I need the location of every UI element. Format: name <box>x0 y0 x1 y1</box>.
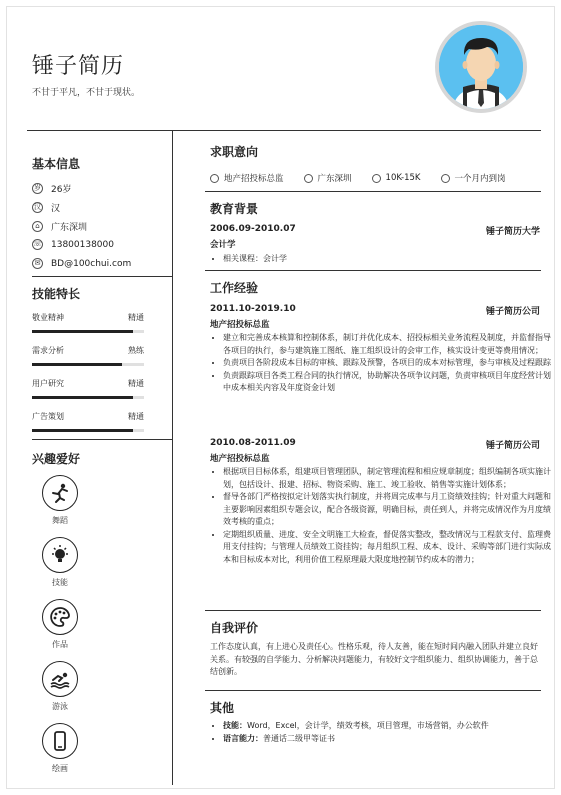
education-school: 锤子简历大学 <box>485 227 540 237</box>
hobby-item <box>37 661 83 712</box>
skill-name: 需求分析 <box>32 346 64 355</box>
hobby-item <box>37 599 83 650</box>
hobby-item <box>37 537 83 588</box>
other-text: 普通话二级甲等证书 <box>263 733 335 743</box>
hobby-item <box>37 723 83 774</box>
education-title: 教育背景 <box>210 202 259 216</box>
avatar <box>435 21 527 113</box>
objective-row <box>210 172 540 184</box>
resume-name: 锤子简历 <box>32 54 125 79</box>
divider <box>205 610 541 611</box>
skill-name: 广告策划 <box>32 412 64 421</box>
hobbies-title: 兴趣爱好 <box>32 452 81 466</box>
skill-item <box>32 378 144 399</box>
basic-info-title: 基本信息 <box>32 157 81 171</box>
divider <box>205 690 541 691</box>
job-header <box>210 438 540 451</box>
skill-item <box>32 312 144 333</box>
info-ethnicity: 汉 汉 <box>34 203 61 214</box>
skills-title: 技能特长 <box>32 287 81 301</box>
painting-icon <box>42 723 78 759</box>
education-header <box>210 224 540 237</box>
skill-level: 熟练 <box>128 346 144 355</box>
list-item <box>223 733 553 746</box>
list-item: • 负责跟踪项目各类工程合同的执行情况，协助解决各项争议问题，负责审核项目年度经营计划中成本相关内容及年度资金计划 <box>223 370 553 395</box>
city-icon <box>304 174 313 183</box>
list-item: • 相关课程：会计学 <box>223 253 553 266</box>
other-list <box>210 720 553 745</box>
job-position: 地产招投标总监 <box>210 454 270 464</box>
hobby-label: 技能 <box>52 578 68 587</box>
self-eval-title: 自我评价 <box>210 621 259 635</box>
skill-level: 精通 <box>128 412 144 421</box>
education-date: 2006.09-2010.07 <box>210 224 296 234</box>
skill-level: 精通 <box>128 313 144 322</box>
list-item <box>223 720 553 733</box>
divider <box>205 270 541 271</box>
experience-title: 工作经验 <box>210 281 259 295</box>
ethnicity-icon: 汉 <box>34 203 41 211</box>
location-icon: ⌂ <box>32 221 43 232</box>
job-bullets <box>210 466 553 566</box>
info-location: ⌂ 广东深圳 <box>32 220 87 233</box>
objective-time: 一个月内到岗 <box>441 172 506 184</box>
info-age: 岁 26岁 <box>34 184 72 195</box>
divider <box>32 439 172 440</box>
objective-position: 地产招投标总监 <box>210 172 284 184</box>
job-position: 地产招投标总监 <box>210 320 270 330</box>
skill-bar <box>32 363 144 366</box>
hobby-label: 游泳 <box>52 702 68 711</box>
job-header <box>210 304 540 317</box>
divider <box>32 276 172 277</box>
skill-icon <box>42 537 78 573</box>
left-column <box>27 130 173 785</box>
list-item: • 建立和完善成本核算和控制体系，制订并优化成本、招投标相关业务流程及制度，并监督指导各项目的执行，参与建筑施工图纸、施工组织设计的会审工作，核实设计变更等费用情况； <box>223 332 553 357</box>
skill-bar <box>32 429 144 432</box>
skill-item <box>32 411 144 432</box>
skill-name: 敬业精神 <box>32 313 64 322</box>
objective-title: 求职意向 <box>210 145 259 159</box>
job-company: 锤子简历公司 <box>485 441 540 451</box>
skill-bar <box>32 330 144 333</box>
skill-bar-fill <box>32 396 133 399</box>
job-date: 2011.10-2019.10 <box>210 304 296 314</box>
hobby-item <box>37 475 83 526</box>
phone-icon: ☏ <box>33 240 42 248</box>
education-list <box>210 253 553 266</box>
job-bullets <box>210 332 553 395</box>
other-label: 技能： <box>223 721 247 730</box>
other-title: 其他 <box>210 701 235 715</box>
salary-icon <box>372 174 381 183</box>
hobby-label: 舞蹈 <box>52 516 68 525</box>
job-company: 锤子简历公司 <box>485 307 540 317</box>
list-item: • 负责项目各阶段成本目标的审核、跟踪及预警，各项目的成本对标管理，参与审核及过程跟踪 <box>223 357 553 370</box>
swim-icon <box>42 661 78 697</box>
works-icon <box>42 599 78 635</box>
self-eval-text: 工作态度认真，有上进心及责任心。性格乐观，待人友善，能在短时间内融入团队并建立良好关系。有较强的自学能力、分析解决问题能力，有较好文字组织能力、组织协调能力，善于总结创新。 <box>210 642 538 676</box>
skill-level: 精通 <box>128 379 144 388</box>
resume-page <box>6 6 555 789</box>
skill-bar-fill <box>32 429 133 432</box>
time-icon <box>441 174 450 183</box>
age-icon: 岁 <box>34 184 41 192</box>
hobby-label: 绘画 <box>52 764 68 773</box>
skill-name: 用户研究 <box>32 379 64 388</box>
objective-salary: 10K-15K <box>372 173 421 183</box>
skill-bar <box>32 396 144 399</box>
list-item: • 定期组织质量、进度、安全文明施工大检查，督促落实整改，整改情况与工程款支付、监理费用支付挂钩；与管理人员绩效工资挂钩；每月组织工程、成本、设计、采购等部门进行实际成本和目标成本对比，利用价值工程原理最大限度地控制节约成本的潜力； <box>223 529 553 567</box>
skill-item <box>32 345 144 366</box>
divider <box>205 191 541 192</box>
list-item: • 督导各部门严格按拟定计划落实执行制度，并将周完成率与月工资绩效挂钩；针对重大问题和主要影响因素组织专题会议，配合各级资源，明确目标，责任到人，并将完成情况作为月度绩效考核的重点； <box>223 491 553 529</box>
dance-icon <box>42 475 78 511</box>
hobby-label: 作品 <box>52 640 68 649</box>
skill-bar-fill <box>32 363 122 366</box>
position-icon <box>210 174 219 183</box>
education-major: 会计学 <box>210 240 236 250</box>
email-icon: ✉ <box>32 258 43 269</box>
other-text: Word，Excel，会计学，绩效考核，项目管理，市场营销，办公软件 <box>247 721 489 730</box>
motto: 不甘于平凡，不甘于现状。 <box>32 88 141 98</box>
job-date: 2010.08-2011.09 <box>210 438 296 448</box>
info-email: ✉ BD@100chui.com <box>32 258 131 269</box>
objective-city: 广东深圳 <box>304 172 352 184</box>
other-label: 语言能力： <box>223 733 263 743</box>
skill-bar-fill <box>32 330 133 333</box>
info-phone: ☏ 13800138000 <box>33 239 114 250</box>
list-item: • 根据项目目标体系，组建项目管理团队，制定管理流程和相应规章制度；组织编制各项实施计划，包括设计、报建、招标、物资采购、施工、竣工验收、销售等实施计划体系； <box>223 466 553 491</box>
